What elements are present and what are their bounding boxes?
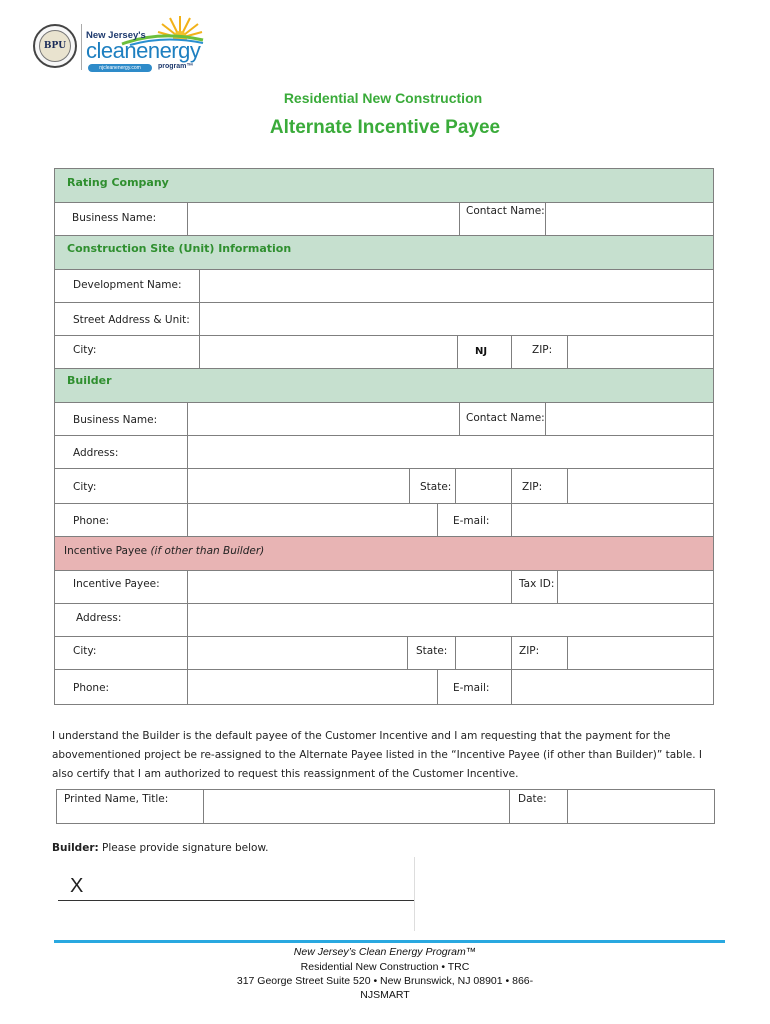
b-city-label-cell [54, 468, 188, 504]
rc-business-name-field[interactable] [187, 202, 460, 236]
incentive-payee-header [54, 536, 714, 571]
b-business-name-label: Business Name: [73, 414, 158, 426]
printed-name-label: Printed Name, Title: [64, 793, 169, 805]
b-zip-label-cell [511, 468, 568, 504]
ip-payee-label: Incentive Payee: [73, 578, 160, 590]
cs-development-name-label-cell [54, 269, 200, 303]
ip-city-label: City: [73, 645, 97, 657]
rating-company-header [54, 168, 714, 203]
ip-payee-field[interactable] [187, 570, 512, 604]
rc-contact-name-field[interactable] [545, 202, 714, 236]
logo-program: program™ [158, 63, 194, 70]
certification-text: I understand the Builder is the default payee of the Customer Incentive and I am requesting that the payment for the abovementioned project be re-assigned to the Alternate Payee listed in the “Incentive Payee (if other than Builder)” table. I also certify that I am authorized to request this reassignment of the Customer Incentive. [52, 730, 702, 780]
logo-cleanenergy: cleanenergy [86, 38, 201, 63]
ip-address-field[interactable] [187, 603, 714, 637]
seal-text: BPU [43, 41, 67, 51]
printed-name-field[interactable] [203, 789, 510, 824]
ip-state-field[interactable] [455, 636, 512, 670]
seal-inner-ring [39, 30, 71, 62]
date-label: Date: [518, 793, 547, 805]
ip-tax-id-field[interactable] [557, 570, 714, 604]
b-address-label: Address: [73, 447, 119, 459]
b-business-name-label-cell [54, 402, 188, 436]
logo-divider [81, 24, 82, 70]
cs-development-name-field[interactable] [199, 269, 714, 303]
rc-contact-name-label-cell [459, 202, 546, 236]
ip-email-label: E-mail: [453, 682, 490, 694]
b-state-field[interactable] [455, 468, 512, 504]
incentive-payee-section-label: Incentive Payee (if other than Builder) [64, 545, 265, 557]
b-address-field[interactable] [187, 435, 714, 469]
b-business-name-field[interactable] [187, 402, 460, 436]
ip-phone-label-cell [54, 669, 188, 705]
cs-city-label: City: [73, 344, 97, 356]
b-phone-label: Phone: [73, 515, 110, 527]
logo-url: njcleanenergy.com [88, 64, 152, 72]
ip-city-field[interactable] [187, 636, 408, 670]
b-state-label: State: [420, 481, 452, 493]
ip-zip-label-cell [511, 636, 568, 670]
b-city-label: City: [73, 481, 97, 493]
b-email-label: E-mail: [453, 515, 490, 527]
cs-zip-field[interactable] [567, 335, 714, 369]
b-contact-name-label: Contact Name: [466, 412, 545, 424]
cs-state-value: NJ [475, 346, 488, 357]
form-subtitle: Residential New Construction [283, 90, 483, 106]
signature-box-edge [414, 857, 415, 931]
ip-phone-label: Phone: [73, 682, 110, 694]
b-city-field[interactable] [187, 468, 410, 504]
logo-new-jerseys: New Jersey's [86, 30, 146, 41]
cs-city-label-cell [54, 335, 200, 369]
cs-zip-label: ZIP: [532, 344, 553, 356]
footer-division: Residential New Construction • TRC [300, 961, 470, 973]
cs-development-name-label: Development Name: [73, 279, 182, 291]
ip-email-label-cell [437, 669, 512, 705]
b-zip-field[interactable] [567, 468, 714, 504]
cs-zip-label-cell [511, 335, 568, 369]
ip-email-field[interactable] [511, 669, 714, 705]
b-contact-name-field[interactable] [545, 402, 714, 436]
b-email-label-cell [437, 503, 512, 537]
b-state-label-cell [409, 468, 456, 504]
ip-tax-id-label-cell [511, 570, 558, 604]
construction-site-header [54, 235, 714, 270]
b-phone-label-cell [54, 503, 188, 537]
cs-street-address-label-cell [54, 302, 200, 336]
footer-address: 317 George Street Suite 520 • New Brunswick, NJ 08901 • 866- [236, 975, 534, 987]
b-contact-name-label-cell [459, 402, 546, 436]
ip-state-label: State: [416, 645, 448, 657]
builder-label: Builder [67, 374, 112, 387]
footer-rule [54, 940, 725, 943]
b-phone-field[interactable] [187, 503, 438, 537]
printed-name-label-cell [56, 789, 204, 824]
signature-line[interactable] [58, 900, 414, 901]
ip-payee-label-cell [54, 570, 188, 604]
rc-business-name-label: Business Name: [72, 212, 157, 224]
cs-city-field[interactable] [199, 335, 458, 369]
builder-signature-note: Builder: Please provide signature below. [52, 842, 269, 854]
ip-zip-field[interactable] [567, 636, 714, 670]
ip-state-label-cell [407, 636, 456, 670]
ip-city-label-cell [54, 636, 188, 670]
builder-header [54, 368, 714, 403]
cs-street-address-field[interactable] [199, 302, 714, 336]
signature-x-mark: X [70, 875, 84, 897]
footer-program-name: New Jersey’s Clean Energy Program™ [293, 946, 477, 958]
date-field[interactable] [567, 789, 715, 824]
footer-phone: NJSMART [360, 989, 410, 1001]
cs-state-cell [457, 335, 512, 369]
b-email-field[interactable] [511, 503, 714, 537]
construction-site-label: Construction Site (Unit) Information [67, 242, 292, 255]
ip-phone-field[interactable] [187, 669, 438, 705]
date-label-cell [509, 789, 568, 824]
cs-street-address-label: Street Address & Unit: [73, 314, 190, 326]
rc-business-name-label-cell [54, 202, 188, 236]
rating-company-label: Rating Company [67, 176, 169, 189]
bpu-seal-logo [33, 24, 77, 68]
rc-contact-name-label: Contact Name: [466, 205, 545, 217]
ip-zip-label: ZIP: [519, 645, 540, 657]
form-title: Alternate Incentive Payee [269, 117, 501, 138]
ip-address-label: Address: [76, 612, 122, 624]
ip-tax-id-label: Tax ID: [519, 578, 555, 590]
b-zip-label: ZIP: [522, 481, 543, 493]
b-address-label-cell [54, 435, 188, 469]
ip-address-label-cell [54, 603, 188, 637]
